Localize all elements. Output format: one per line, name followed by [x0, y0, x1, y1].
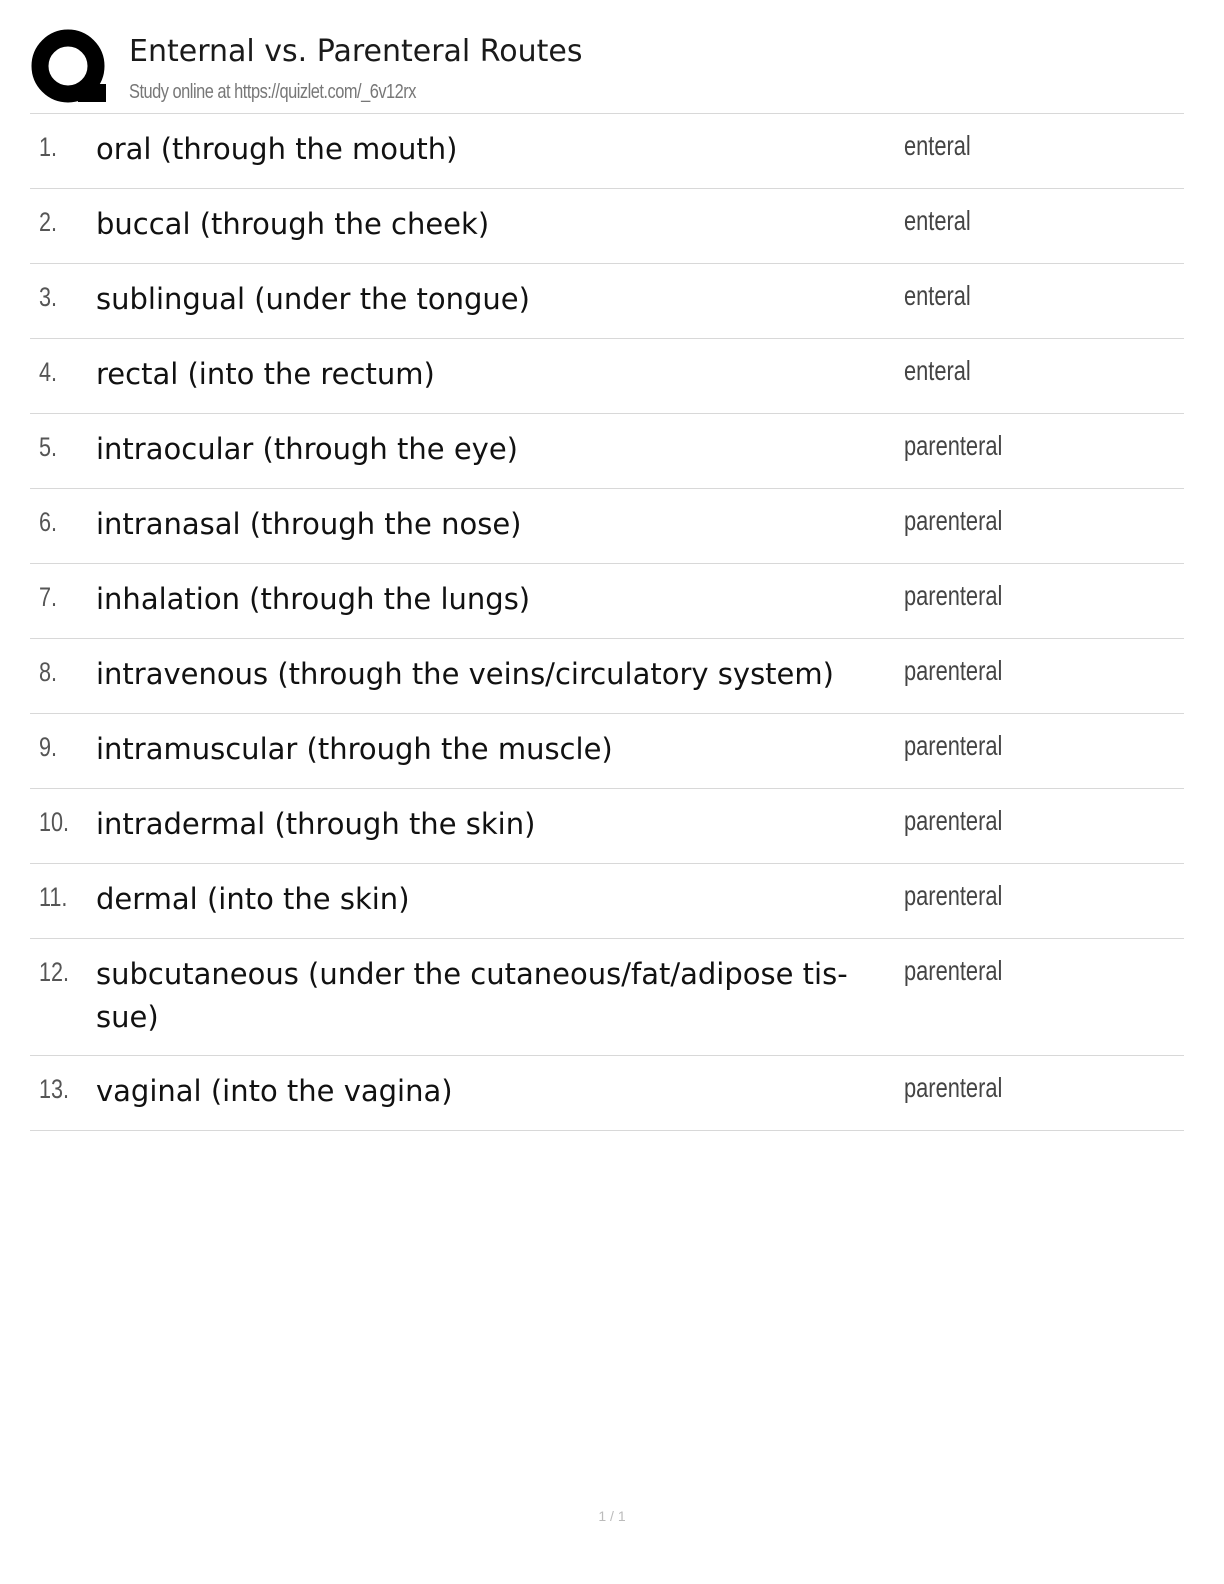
row-number: 11.	[39, 882, 68, 912]
definition-text: parenteral	[904, 655, 1003, 686]
row-number: 4.	[39, 357, 58, 387]
term-text: intraocular (through the eye)	[96, 432, 518, 466]
page-header	[30, 28, 1184, 114]
term-text: sublingual (under the tongue)	[96, 282, 530, 316]
term-text: rectal (into the rectum)	[96, 357, 435, 391]
term-text: inhalation (through the lungs)	[96, 582, 531, 616]
quizlet-logo-icon	[30, 28, 110, 108]
row-number: 8.	[39, 657, 58, 687]
row-number: 10.	[39, 807, 70, 837]
study-link-text: Study online at https://quizlet.com/_6v12rx	[129, 81, 416, 103]
term-text: intradermal (through the skin)	[96, 807, 536, 841]
row-number: 12.	[39, 957, 70, 987]
term-row	[30, 714, 1184, 789]
term-text: intranasal (through the nose)	[96, 507, 522, 541]
definition-text: parenteral	[904, 580, 1003, 611]
term-row	[30, 339, 1184, 414]
row-number: 3.	[39, 282, 58, 312]
definition-text: parenteral	[904, 805, 1003, 836]
term-text: intramuscular (through the muscle)	[96, 732, 613, 766]
definition-text: enteral	[904, 205, 971, 236]
term-row	[30, 489, 1184, 564]
definition-text: parenteral	[904, 505, 1003, 536]
row-number: 6.	[39, 507, 58, 537]
term-text: vaginal (into the vagina)	[96, 1074, 453, 1108]
row-number: 5.	[39, 432, 58, 462]
page-number: 1 / 1	[598, 1508, 626, 1524]
definition-text: enteral	[904, 355, 971, 386]
definition-text: enteral	[904, 280, 971, 311]
term-row	[30, 639, 1184, 714]
term-row	[30, 789, 1184, 864]
row-number: 2.	[39, 207, 58, 237]
term-row	[30, 864, 1184, 939]
term-list	[30, 114, 1184, 1131]
term-text: intravenous (through the veins/circulatory system)	[96, 657, 834, 691]
row-number: 7.	[39, 582, 58, 612]
definition-text: parenteral	[904, 955, 1003, 986]
term-row	[30, 264, 1184, 339]
definition-text: parenteral	[904, 880, 1003, 911]
definition-text: enteral	[904, 130, 971, 161]
term-text: buccal (through the cheek)	[96, 207, 490, 241]
term-row	[30, 1056, 1184, 1131]
row-number: 1.	[39, 132, 58, 162]
definition-text: parenteral	[904, 430, 1003, 461]
definition-text: parenteral	[904, 730, 1003, 761]
definition-text: parenteral	[904, 1072, 1003, 1103]
term-row	[30, 939, 1184, 1056]
page-title: Enternal vs. Parenteral Routes	[129, 34, 583, 69]
term-row	[30, 114, 1184, 189]
term-text: dermal (into the skin)	[96, 882, 410, 916]
term-text: oral (through the mouth)	[96, 132, 458, 166]
term-row	[30, 414, 1184, 489]
term-row	[30, 189, 1184, 264]
term-text: subcutaneous (under the cutaneous/fat/adipose tis- sue)	[96, 957, 848, 1034]
term-row	[30, 564, 1184, 639]
row-number: 13.	[39, 1074, 70, 1104]
row-number: 9.	[39, 732, 58, 762]
